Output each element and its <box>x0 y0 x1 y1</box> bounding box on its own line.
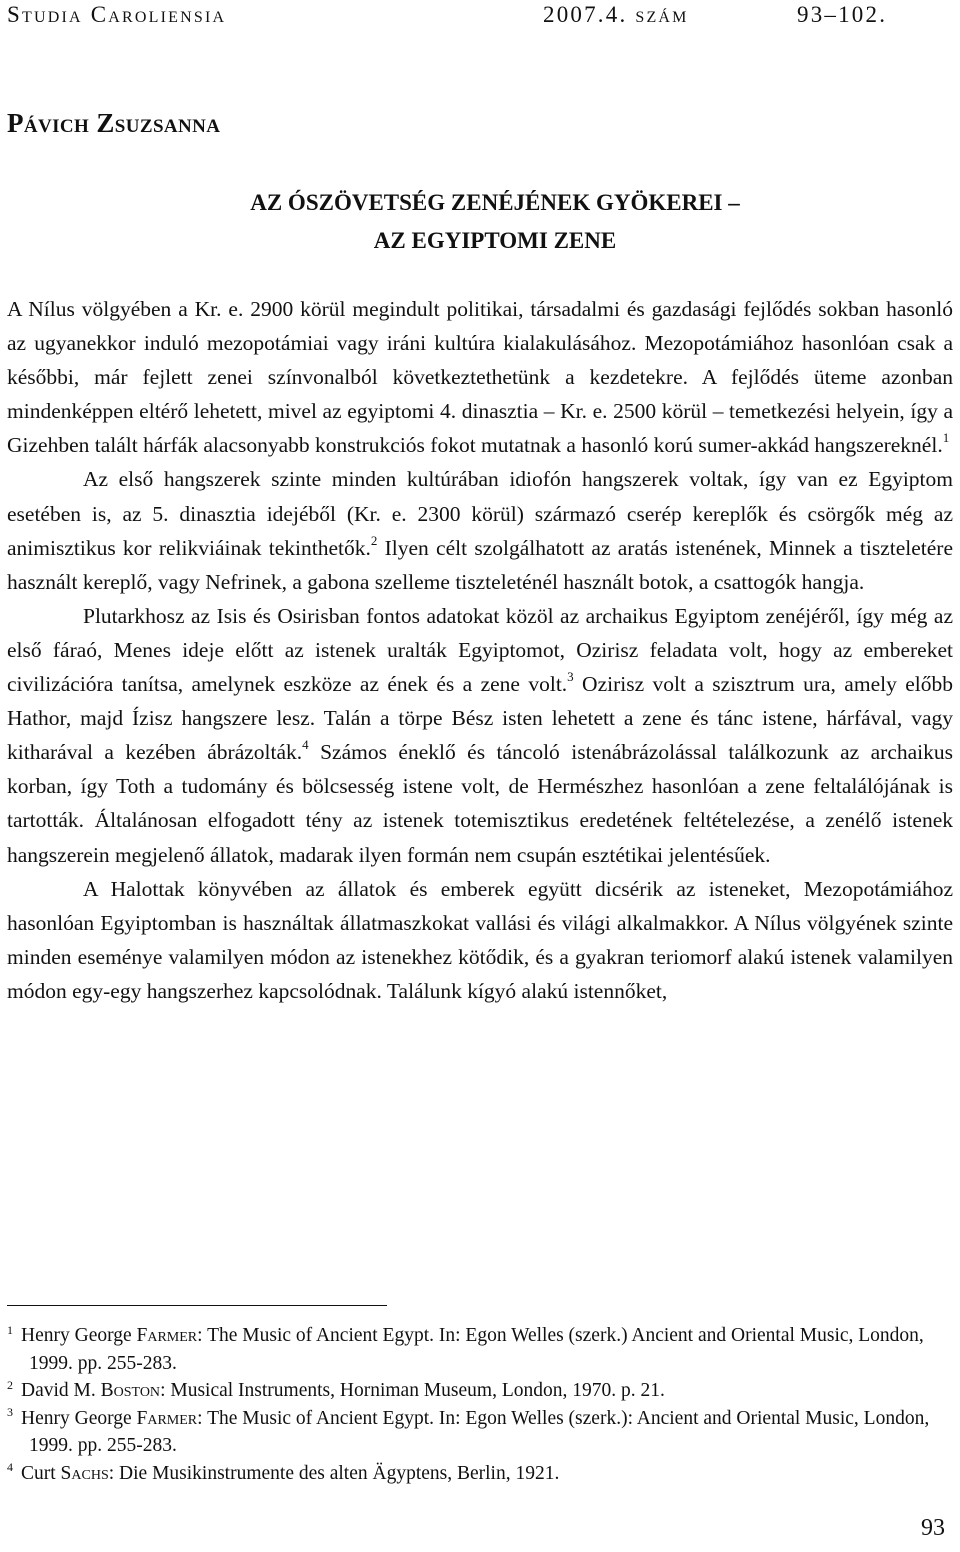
article-body <box>7 292 953 1008</box>
footnote-divider <box>7 1305 387 1306</box>
footnote: 4 Curt Sachs: Die Musikinstrumente des alten Ägyptens, Berlin, 1921. <box>7 1460 560 1484</box>
paragraph <box>7 462 953 598</box>
issue-label: szám <box>635 2 689 27</box>
title-line-1: AZ ÓSZÖVETSÉG ZENÉJÉNEK GYÖKEREI – <box>250 190 740 215</box>
title-line-2: AZ EGYIPTOMI ZENE <box>373 228 617 253</box>
footnote-text: David M. <box>21 1380 101 1401</box>
footnote: 1 Henry George Farmer: The Music of Ancient Egypt. In: Egon Welles (szerk.) Ancient and Oriental Music, London, 1999. pp. 255-283. <box>7 1322 924 1374</box>
footnote-text: : The Music of Ancient Egypt. In: Egon Welles (szerk.): Ancient and Oriental Music, London, 1999. pp. 255-283. <box>29 1407 930 1456</box>
paragraph-text: Számos éneklő és táncoló istenábrázolással találkozunk az archaikus korban, így Toth a tudomány és bölcsesség istene volt, de Hermészhez hasonlóan a zene feltalálójának is tartották. Általánosan elfogadott tény az istenek totemisztikus eredetének feltételezése, a zenélő istenek hangszerein megjelenő állatok, madarak ilyen formán nem csupán esztétikai jelentésűek. <box>7 740 953 867</box>
paragraph <box>7 292 953 462</box>
author-name: Pávich Zsuzsanna <box>7 108 221 138</box>
paragraph-text: A Halottak könyvében az állatok és emberek együtt dicsérik az isteneket, Mezopotámiához hasonlóan Egyiptomban is használtak állatmaszkokat vallási és világi alkalmakkor. A Nílus völgyének szinte minden eseménye valamilyen módon az istenekhez kötődik, és a gyakran teriomorf alakú istenek valamilyen módon egy-egy hangszerhez kapcsolódnak. Találunk kígyó alakú istennőket, <box>7 876 953 1003</box>
footnote-text: : Die Musikinstrumente des alten Ägyptens, Berlin, 1921. <box>108 1462 560 1484</box>
issue-year: 2007.4. <box>543 2 628 27</box>
page-number: 93 <box>921 1515 945 1541</box>
page-range: 93–102. <box>797 2 888 27</box>
footnote-text: : The Music of Ancient Egypt. In: Egon Welles (szerk.) Ancient and Oriental Music, London, 1999. pp. 255-283. <box>29 1325 924 1374</box>
paragraph-text: Ilyen célt szolgálhatott az aratás istenének, Minnek a tiszteletére használt kereplő, vagy Nefrinek, a gabona szelleme tiszteleténél használt botok, a csattogók hangja. <box>7 535 953 594</box>
paragraph <box>7 872 953 1008</box>
paragraph-text: Plutarkhosz az Isis és Osirisban fontos adatokat közöl az archaikus Egyiptom zenéjéről, így még az első fáraó, Menes ideje előtt az istenek uralták Egyiptomot, Ozirisz feladata volt, hogy az embereket civilizációra tanítsa, amelynek eszköze az ének és a zene volt. <box>7 603 953 697</box>
footnote-ref[interactable]: 3 <box>567 668 574 684</box>
footnote-ref[interactable]: 1 <box>942 430 950 446</box>
paragraph-text: Ozirisz volt a szisztrum ura, amely előbb Hathor, majd Ízisz hangszere lesz. Talán a törpe Bész isten lehetett a zene és tánc istene, hárfával, vagy kitharával a kezében ábrázolták. <box>7 672 953 765</box>
document-page <box>7 0 953 1552</box>
footnote-author: Farmer <box>136 1407 198 1429</box>
footnote-author: Sachs <box>60 1462 109 1484</box>
paragraph <box>7 599 953 872</box>
footnote-text: Henry George <box>21 1325 137 1346</box>
footnote: 2 David M. Boston: Musical Instruments, Horniman Museum, London, 1970. p. 21. <box>7 1377 665 1401</box>
footnote-author: Boston <box>100 1380 161 1401</box>
footnote-text: : Musical Instruments, Horniman Museum, London, 1970. p. 21. <box>160 1380 665 1401</box>
footnote-ref[interactable]: 2 <box>370 532 378 548</box>
footnote-ref[interactable]: 4 <box>302 737 309 753</box>
paragraph-text: A Nílus völgyében a Kr. e. 2900 körül megindult politikai, társadalmi és gazdasági fejlődés sokban hasonló az ugyanekkor induló mezopotámiai vagy iráni kultúra kialakulásához. Mezopotámiához hasonlóan csak a későbbi, már fejlett zenei színvonalból következtethetünk a kezdetekre. A fejlődés üteme azonban mindenképpen eltérő lehetett, mivel az egyiptomi 4. dinasztia – Kr. e. 2500 körül – temetkezési helyein, így a Gizehben talált hárfák alacsonyabb konstrukciós fokot mutatnak a hasonló korú sumer-akkád hangszereknél. <box>7 297 953 458</box>
footnotes <box>7 1322 953 1487</box>
article-title <box>7 184 953 260</box>
footnote-author: Farmer <box>136 1325 198 1346</box>
issue-number <box>543 2 689 28</box>
footnote-text: Curt <box>21 1462 61 1484</box>
journal-name: Studia Caroliensia <box>7 2 227 27</box>
paragraph-text: Az első hangszerek szinte minden kultúrában idiofón hangszerek voltak, így van ez Egyiptom esetében is, az 5. dinasztia idejéből (Kr. e. 2300 körül) származó cserép kereplők és csörgők még az animisztikus kor relikviáinak tekinthetők. <box>7 467 953 560</box>
footnote: 3 Henry George Farmer: The Music of Ancient Egypt. In: Egon Welles (szerk.): Ancient and Oriental Music, London, 1999. pp. 255-283. <box>7 1405 930 1456</box>
footnote-text: Henry George <box>21 1407 137 1429</box>
